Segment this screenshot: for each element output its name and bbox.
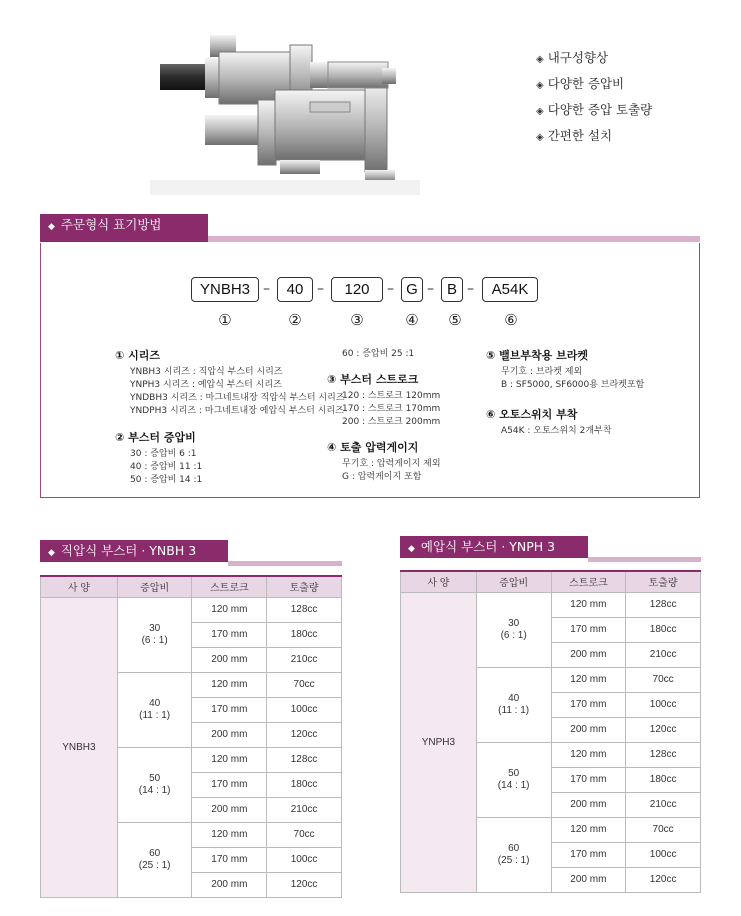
ratio-cell: 40 (11 : 1) [117, 672, 192, 747]
diamond-icon: ◆ [48, 548, 55, 558]
order-format-box [40, 243, 700, 498]
ratio-cell: 60 (25 : 1) [476, 817, 551, 892]
stroke-cell: 200 mm [551, 717, 626, 742]
stroke-cell: 170 mm [192, 697, 267, 722]
output-cell: 210cc [267, 797, 342, 822]
stroke-cell: 170 mm [551, 842, 626, 867]
product-image [150, 30, 420, 195]
diamond-icon: ◆ [408, 544, 415, 554]
stroke-cell: 170 mm [551, 767, 626, 792]
order-section-bar [40, 236, 208, 242]
code-bracket: B [441, 277, 463, 302]
stroke-cell: 170 mm [192, 847, 267, 872]
code-number: ⑥ [504, 311, 518, 329]
output-cell: 128cc [626, 592, 701, 617]
feature-item: ◈ 다양한 증압비 [536, 76, 625, 91]
series-info: ① 시리즈 YNBH3 시리즈 : 직압식 부스터 시리즈 YNPH3 시리즈 : 예압식 부스터 시리즈 YNDBH3 시리즈 : 마그네트내장 직압식 부스터 시리즈 YNDPH3 시리즈 : 마그네트내장 예압식 부스터 시리즈 [115, 349, 345, 416]
ratio-cell: 50 (14 : 1) [117, 747, 192, 822]
stroke-cell: 120 mm [192, 672, 267, 697]
dash: – [387, 281, 394, 297]
header-stroke: 스트로크 [551, 571, 626, 592]
header-output: 토출량 [267, 576, 342, 597]
code-number: ⑤ [448, 311, 462, 329]
stroke-cell: 120 mm [192, 597, 267, 622]
output-cell: 100cc [267, 697, 342, 722]
feature-item: ◈ 내구성향상 [536, 50, 609, 65]
ratio-cell: 40 (11 : 1) [476, 667, 551, 742]
ynbh-section-title: ◆ 직압식 부스터 · YNBH 3 [40, 540, 228, 562]
ratio-info-extra: 60 : 증압비 25 :1 [342, 349, 415, 359]
ynbh-table [40, 575, 342, 898]
stroke-cell: 200 mm [192, 647, 267, 672]
stroke-cell: 200 mm [551, 792, 626, 817]
ratio-cell: 30 (6 : 1) [476, 592, 551, 667]
feature-item: ◈ 간편한 설치 [536, 128, 613, 143]
output-cell: 120cc [267, 872, 342, 897]
header-spec: 사 양 [401, 571, 477, 592]
header-spec: 사 양 [41, 576, 118, 597]
output-cell: 120cc [626, 867, 701, 892]
stroke-cell: 170 mm [192, 622, 267, 647]
code-number: ③ [350, 311, 364, 329]
ynph-table [400, 570, 701, 893]
spec-cell: YNPH3 [401, 592, 477, 892]
feature-item: ◈ 다양한 증압 토출량 [536, 102, 653, 117]
output-cell: 70cc [267, 672, 342, 697]
ratio-cell: 30 (6 : 1) [117, 597, 192, 672]
code-switch: A54K [482, 277, 538, 302]
output-cell: 120cc [626, 717, 701, 742]
ynph-section-title: ◆ 예압식 부스터 · YNPH 3 [400, 536, 588, 558]
output-cell: 120cc [267, 722, 342, 747]
code-ratio: 40 [277, 277, 313, 302]
ratio-cell: 60 (25 : 1) [117, 822, 192, 897]
gauge-info: ④ 토출 압력게이지 무기호 : 압력게이지 제외 G : 압력게이지 포함 [327, 441, 441, 482]
stroke-cell: 120 mm [551, 742, 626, 767]
output-cell: 210cc [267, 647, 342, 672]
code-number: ① [218, 311, 232, 329]
header-ratio: 증압비 [117, 576, 192, 597]
dash: – [317, 281, 324, 297]
stroke-info: ③ 부스터 스트로크 120 : 스트로크 120mm 170 : 스트로크 170mm 200 : 스트로크 200mm [327, 373, 441, 427]
header-stroke: 스트로크 [192, 576, 267, 597]
output-cell: 180cc [626, 617, 701, 642]
code-gauge: G [401, 277, 423, 302]
output-cell: 128cc [267, 747, 342, 772]
stroke-cell: 120 mm [551, 592, 626, 617]
code-series: YNBH3 [191, 277, 259, 302]
output-cell: 180cc [267, 622, 342, 647]
order-code-row [41, 277, 699, 303]
stroke-cell: 120 mm [192, 747, 267, 772]
header-output: 토출량 [626, 571, 701, 592]
bracket-info: ⑤ 밸브부착용 브라켓 무기호 : 브라켓 제외 B : SF5000, SF6000용 브라켓포함 [486, 349, 645, 390]
order-section-title: ◆ 주문형식 표기방법 [40, 214, 208, 236]
output-cell: 180cc [267, 772, 342, 797]
dash: – [263, 281, 270, 297]
dash: – [467, 281, 474, 297]
table-row [41, 597, 342, 622]
feature-list [536, 46, 652, 150]
stroke-cell: 120 mm [551, 817, 626, 842]
output-cell: 180cc [626, 767, 701, 792]
output-cell: 128cc [267, 597, 342, 622]
ynph-section-divider [588, 557, 701, 562]
stroke-cell: 200 mm [192, 722, 267, 747]
ratio-info: ② 부스터 증압비 30 : 증압비 6 :1 40 : 증압비 11 :1 50 : 증압비 14 :1 [115, 431, 203, 485]
switch-info: ⑥ 오토스위치 부착 A54K : 오토스위치 2개부착 [486, 408, 612, 436]
output-cell: 210cc [626, 642, 701, 667]
order-section-divider [208, 236, 700, 242]
dash: – [427, 281, 434, 297]
stroke-cell: 200 mm [192, 797, 267, 822]
stroke-cell: 200 mm [192, 872, 267, 897]
table-row [401, 592, 701, 617]
output-cell: 210cc [626, 792, 701, 817]
stroke-cell: 170 mm [192, 772, 267, 797]
output-cell: 70cc [626, 817, 701, 842]
code-number: ② [288, 311, 302, 329]
header-ratio: 증압비 [476, 571, 551, 592]
diamond-icon: ◆ [48, 222, 55, 232]
output-cell: 70cc [267, 822, 342, 847]
output-cell: 100cc [626, 692, 701, 717]
stroke-cell: 120 mm [551, 667, 626, 692]
output-cell: 100cc [267, 847, 342, 872]
output-cell: 128cc [626, 742, 701, 767]
ynbh-section-divider [228, 561, 342, 566]
stroke-cell: 170 mm [551, 692, 626, 717]
stroke-cell: 200 mm [551, 642, 626, 667]
stroke-cell: 200 mm [551, 867, 626, 892]
output-cell: 70cc [626, 667, 701, 692]
code-number: ④ [405, 311, 419, 329]
spec-cell: YNBH3 [41, 597, 118, 897]
stroke-cell: 170 mm [551, 617, 626, 642]
output-cell: 100cc [626, 842, 701, 867]
ratio-cell: 50 (14 : 1) [476, 742, 551, 817]
stroke-cell: 120 mm [192, 822, 267, 847]
code-stroke: 120 [331, 277, 383, 302]
